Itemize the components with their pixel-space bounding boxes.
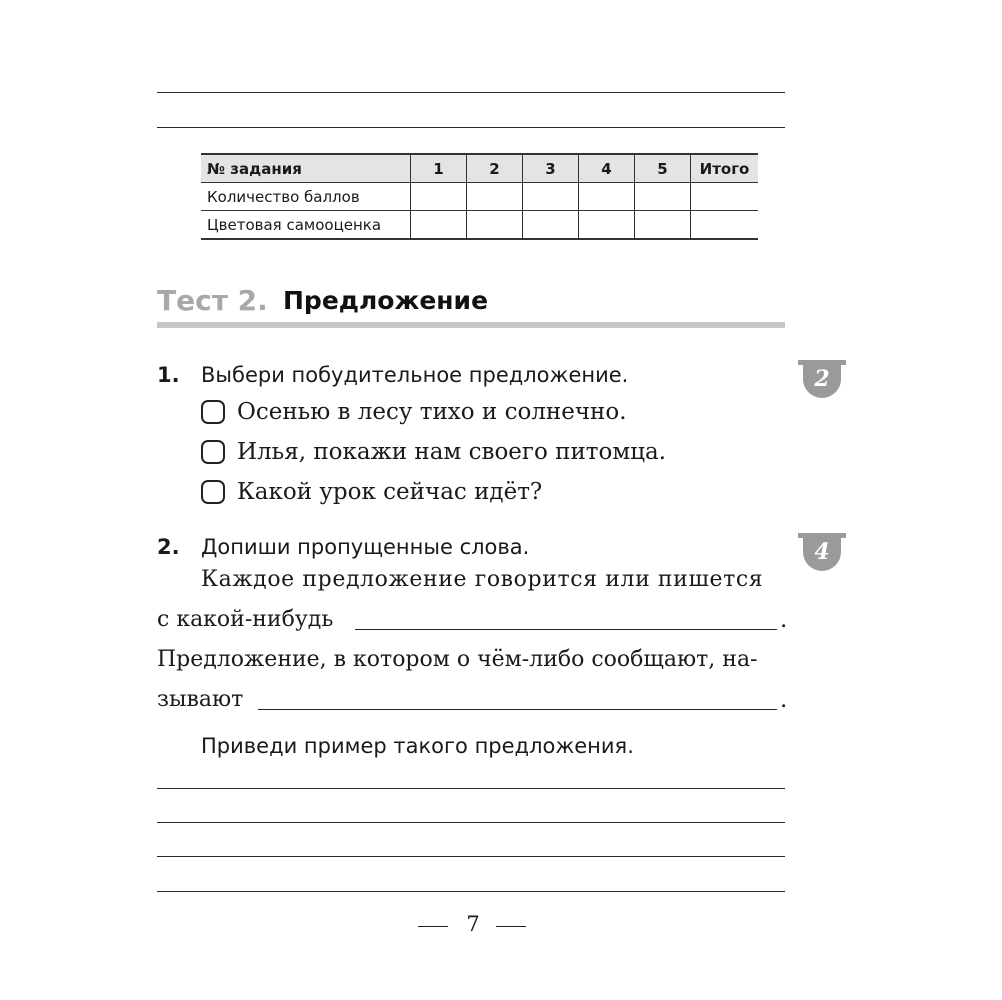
question-2-prompt: Допиши пропущенные слова. xyxy=(201,535,530,559)
header-task-2: 2 xyxy=(467,154,523,183)
score-cell[interactable] xyxy=(691,211,759,240)
answer-line[interactable] xyxy=(157,856,785,857)
checkbox[interactable] xyxy=(201,400,225,424)
option-3[interactable] xyxy=(201,476,542,508)
test-number: Тест 2. xyxy=(157,284,268,317)
answer-line[interactable] xyxy=(157,822,785,823)
paragraph-line: Каждое предложение говорится или пишется xyxy=(201,567,764,592)
score-cell[interactable] xyxy=(411,211,467,240)
heading-divider xyxy=(157,322,785,328)
score-cell[interactable] xyxy=(635,183,691,211)
score-cell[interactable] xyxy=(411,183,467,211)
test-title: Предложение xyxy=(283,286,489,315)
points-value: 4 xyxy=(814,539,830,565)
paragraph-line: с какой-нибудь xyxy=(157,607,334,632)
option-text: Осенью в лесу тихо и солнечно. xyxy=(237,399,627,425)
score-cell[interactable] xyxy=(523,211,579,240)
score-table xyxy=(201,153,758,240)
blank-answer-line[interactable] xyxy=(355,629,777,630)
header-task-3: 3 xyxy=(523,154,579,183)
footer-dash xyxy=(496,926,526,927)
page-footer xyxy=(0,908,1002,948)
points-badge xyxy=(798,533,846,575)
points-value: 2 xyxy=(814,366,830,392)
header-task-number: № задания xyxy=(201,154,411,183)
checkbox[interactable] xyxy=(201,480,225,504)
row-label-points: Количество баллов xyxy=(201,183,411,211)
paragraph-line: Предложение, в котором о чём-либо сообщают, на- xyxy=(157,647,758,672)
option-2[interactable] xyxy=(201,436,666,468)
answer-line[interactable] xyxy=(157,127,785,128)
period: . xyxy=(780,687,788,713)
score-cell[interactable] xyxy=(579,211,635,240)
option-text: Илья, покажи нам своего питомца. xyxy=(237,439,667,465)
score-cell[interactable] xyxy=(467,211,523,240)
row-label-color-assessment: Цветовая самооценка xyxy=(201,211,411,240)
score-cell[interactable] xyxy=(691,183,759,211)
score-cell[interactable] xyxy=(579,183,635,211)
header-task-1: 1 xyxy=(411,154,467,183)
question-1-prompt: Выбери побудительное предложение. xyxy=(201,363,629,387)
score-cell[interactable] xyxy=(635,211,691,240)
score-cell[interactable] xyxy=(523,183,579,211)
answer-line[interactable] xyxy=(157,92,785,93)
score-table-header-row xyxy=(201,154,758,183)
score-table-row xyxy=(201,211,758,240)
example-prompt: Приведи пример такого предложения. xyxy=(201,734,634,758)
blank-answer-line[interactable] xyxy=(258,709,777,710)
test-heading xyxy=(157,284,785,328)
header-task-4: 4 xyxy=(579,154,635,183)
checkbox[interactable] xyxy=(201,440,225,464)
question-2-number: 2. xyxy=(157,535,180,559)
period: . xyxy=(780,607,788,633)
option-text: Какой урок сейчас идёт? xyxy=(237,479,543,505)
footer-dash xyxy=(418,926,448,927)
points-badge xyxy=(798,360,846,402)
header-total: Итого xyxy=(691,154,759,183)
score-cell[interactable] xyxy=(467,183,523,211)
page-number: 7 xyxy=(466,912,480,936)
header-task-5: 5 xyxy=(635,154,691,183)
question-1-number: 1. xyxy=(157,363,180,387)
paragraph-line: зывают xyxy=(157,687,244,712)
answer-line[interactable] xyxy=(157,788,785,789)
option-1[interactable] xyxy=(201,396,627,428)
score-table-row xyxy=(201,183,758,211)
answer-line[interactable] xyxy=(157,891,785,892)
